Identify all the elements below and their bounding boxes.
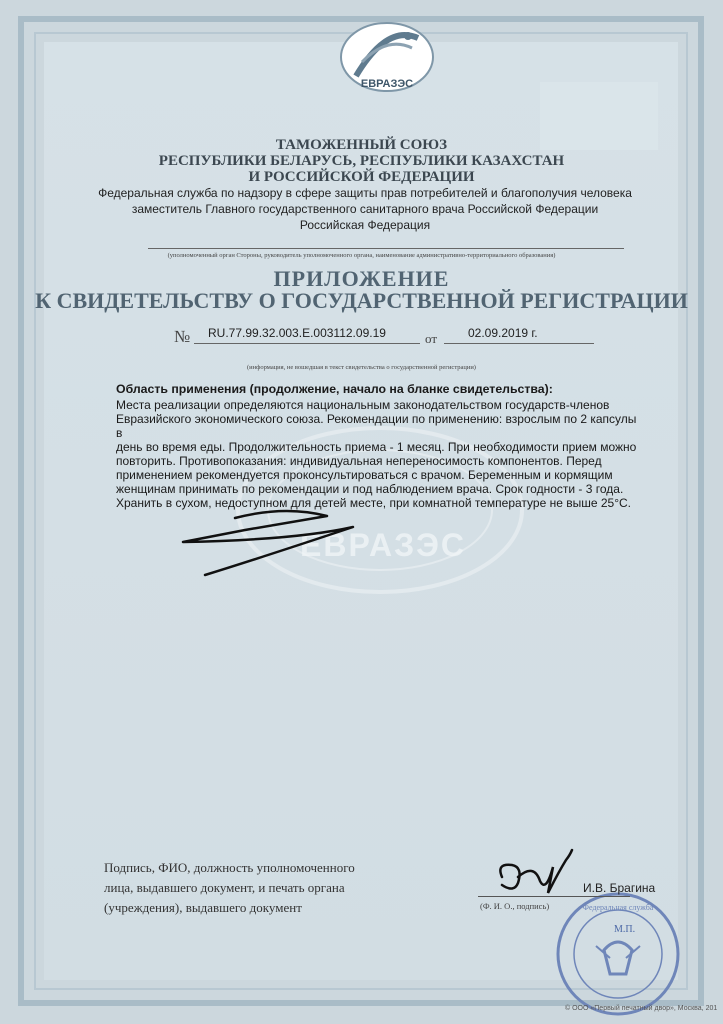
scope-text [116, 398, 641, 510]
date-underline [444, 343, 594, 344]
header-line-3: И РОССИЙСКОЙ ФЕДЕРАЦИИ [248, 169, 475, 185]
organization-line-3: Российская Федерация [299, 218, 431, 232]
caption-underline [148, 248, 624, 249]
signatory-name: И.В. Брагина [583, 881, 656, 895]
eurasec-emblem [332, 18, 442, 96]
signature-caption-line: лица, выдавшего документ, и печать органа [104, 880, 345, 895]
signature-caption-line: Подпись, ФИО, должность уполномоченного [104, 860, 355, 875]
registration-number: RU.77.99.32.003.E.003112.09.19 [208, 326, 386, 340]
signature-caption-line: (учреждения), выдавшего документ [104, 900, 302, 915]
information-caption: (информация, не вошедшая в текст свидетельства о государственной регистрации) [247, 364, 476, 371]
scope-title: Область применения (продолжение, начало на бланке свидетельства): [116, 382, 553, 396]
document-title-line-2: К СВИДЕТЕЛЬСТВУ О ГОСУДАРСТВЕННОЙ РЕГИСТРАЦИИ [35, 288, 688, 313]
scope-line: Хранить в сухом, недоступном для детей месте, при комнатной температуре не выше 25°C. [116, 496, 631, 510]
organization-caption: (уполномоченный орган Стороны, руководитель уполномоченного органа, наименование административно-территориального образования) [167, 252, 556, 259]
date-label: от [425, 331, 438, 346]
document-title-line-1: ПРИЛОЖЕНИЕ [273, 266, 450, 291]
scope-line: применением рекомендуется проконсультироваться с врачом. Беременным и кормящим [116, 468, 613, 482]
signature-caption [104, 858, 464, 918]
scope-line: Места реализации определяются национальным законодательством государств-членов [116, 398, 610, 412]
scope-line: Евразийского экономического союза. Рекомендации по применению: взрослым по 2 капсулы в [116, 412, 637, 440]
signature-underline [478, 896, 630, 897]
svg-text:Федеральная служба: Федеральная служба [582, 903, 654, 912]
emblem-text: ЕВРАЗЭС [360, 78, 414, 90]
registration-date: 02.09.2019 г. [468, 326, 538, 340]
handwritten-signature [488, 845, 580, 900]
number-underline [194, 343, 420, 344]
scope-line: женщинам принимать по рекомендации и под наблюдением врача. Срок годности - 3 года. [116, 482, 624, 496]
scope-line: повторить. Противопоказания: индивидуальная непереносимость компонентов. Перед [116, 454, 602, 468]
header-line-2: РЕСПУБЛИКИ БЕЛАРУСЬ, РЕСПУБЛИКИ КАЗАХСТАН [158, 153, 565, 169]
organization-line-2: заместитель Главного государственного санитарного врача Российской Федерации [131, 202, 599, 216]
official-seal [552, 888, 684, 1020]
header-line-1: ТАМОЖЕННЫЙ СОЮЗ [275, 137, 448, 153]
printer-footer: © ООО «Первый печатный двор», Москва, 201 [565, 1005, 718, 1012]
watermark-text: ЕВРАЗЭС [300, 527, 467, 563]
seal-mark: М.П. [614, 924, 636, 935]
scope-line: день во время еды. Продолжительность приема - 1 месяц. При необходимости прием можно [116, 440, 637, 454]
number-label: № [174, 327, 191, 346]
organization-line-1: Федеральная служба по надзору в сфере защиты прав потребителей и благополучия человека [98, 186, 632, 200]
organization-block [70, 185, 660, 233]
cancellation-scribble [175, 500, 365, 580]
fio-caption: (Ф. И. О., подпись) [480, 901, 550, 911]
